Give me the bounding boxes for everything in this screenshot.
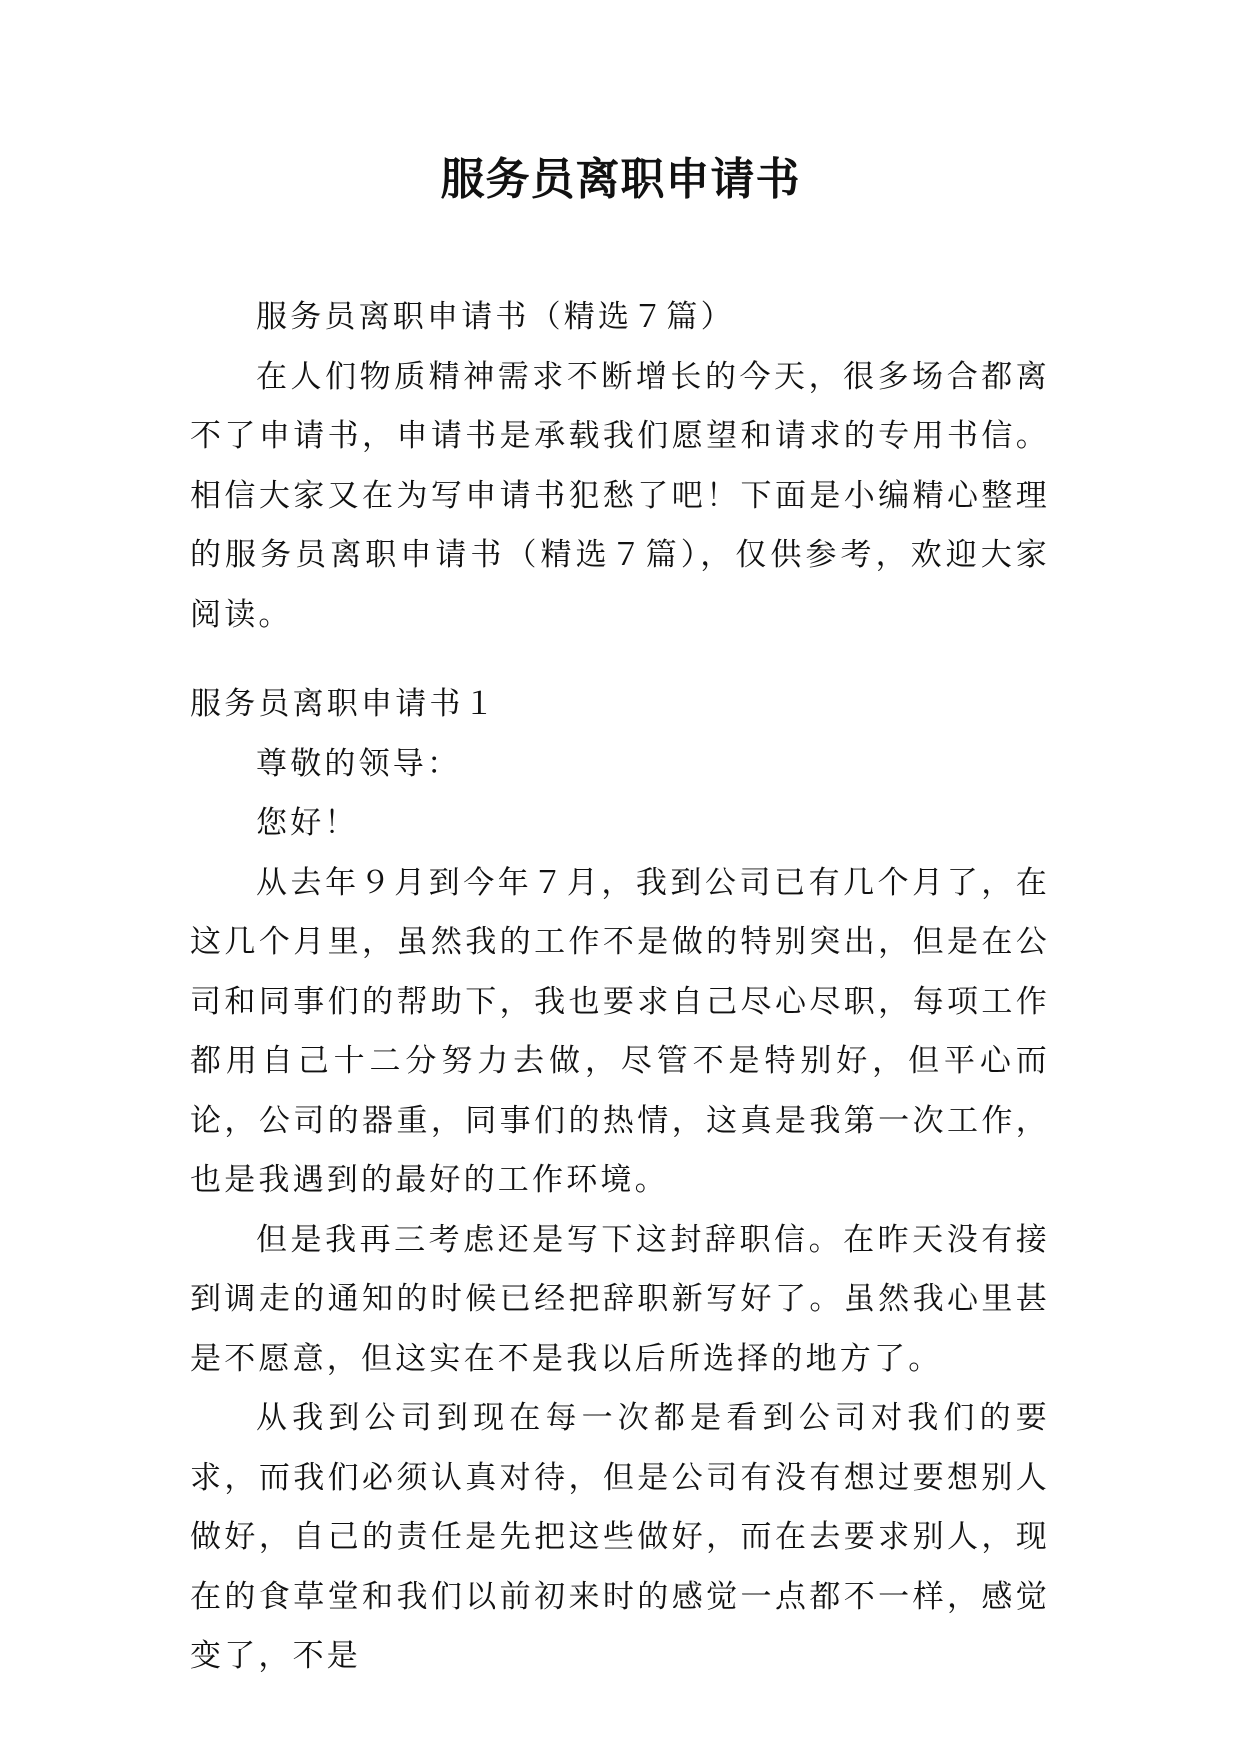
intro-paragraph: 在人们物质精神需求不断增长的今天，很多场合都离不了申请书，申请书是承载我们愿望和请求的专用书信。相信大家又在为写申请书犯愁了吧！下面是小编精心整理的服务员离职申请书（精选７篇），仅供参考，欢迎大家阅读。 xyxy=(190,358,1050,633)
body-paragraph: 从去年９月到今年７月，我到公司已有几个月了，在这几个月里，虽然我的工作不是做的特别突出，但是在公司和同事们的帮助下，我也要求自己尽心尽职，每项工作都用自己十二分努力去做，尽管不是特别好，但平心而论，公司的器重，同事们的热情，这真是我第一次工作，也是我遇到的最好的工作环境。 xyxy=(190,864,1050,1198)
document-subtitle: 服务员离职申请书（精选７篇） xyxy=(256,299,735,335)
section-heading: 服务员离职申请书１ xyxy=(190,686,498,722)
document-title: 服务员离职申请书 xyxy=(440,154,801,205)
document-body xyxy=(190,288,1050,1687)
greeting: 您好！ xyxy=(256,805,359,841)
body-paragraph: 但是我再三考虑还是写下这封辞职信。在昨天没有接到调走的通知的时候已经把辞职新写好了。虽然我心里甚是不愿意，但这实在不是我以后所选择的地方了。 xyxy=(190,1221,1050,1377)
salutation: 尊敬的领导： xyxy=(256,745,462,782)
body-paragraph: 从我到公司到现在每一次都是看到公司对我们的要求，而我们必须认真对待，但是公司有没有想过要想别人做好，自己的责任是先把这些做好，而在去要求别人，现在的食草堂和我们以前初来时的感觉一点都不一样，感觉变了，不是 xyxy=(190,1400,1050,1674)
